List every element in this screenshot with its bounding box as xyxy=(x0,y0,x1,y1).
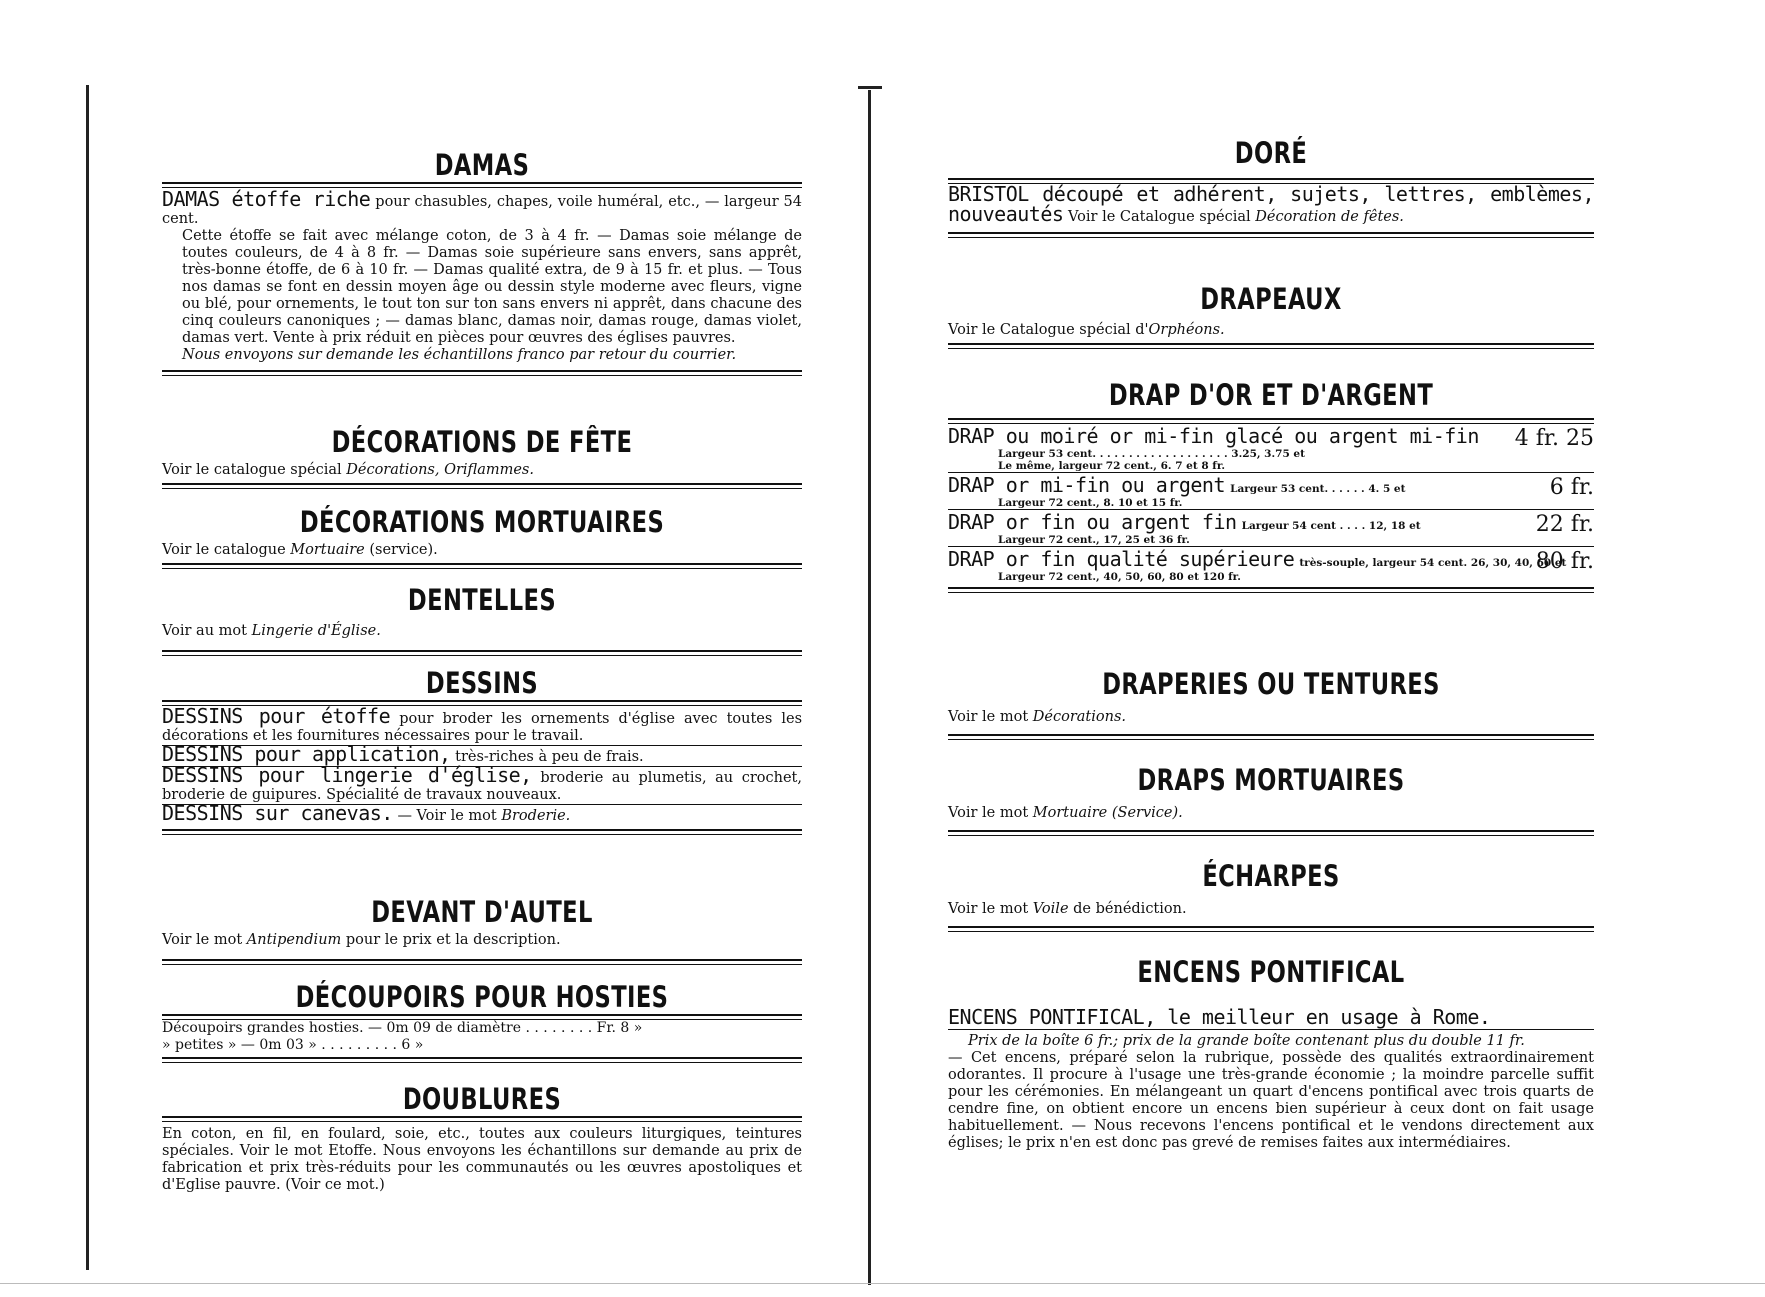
section-end-rule xyxy=(162,829,802,835)
section-title: DRAPEAUX xyxy=(1200,282,1342,316)
item-text: broderie au plumetis, au crochet, broderie de guipures. Spécialité de travaux nouveaux. xyxy=(162,770,802,803)
bottom-edge-rule xyxy=(0,1283,1765,1284)
section-text xyxy=(162,539,802,563)
sub-line: Largeur 53 cent. . . . . . . . . . . . . . . . . . . 3.25, 3.75 et xyxy=(998,448,1305,460)
section-title: DENTELLES xyxy=(407,583,557,617)
lead-term: DRAP or fin qualité supérieure xyxy=(948,547,1295,571)
section-title: DESSINS xyxy=(425,666,539,700)
section-title: DRAP D'OR ET D'ARGENT xyxy=(1108,378,1434,412)
ref-text: Voir le mot xyxy=(948,805,1029,821)
section-decoupoirs xyxy=(162,980,802,1063)
price: 22 fr. xyxy=(1535,512,1594,537)
dessins-item-3 xyxy=(162,763,802,804)
section-end-rule xyxy=(948,343,1594,349)
section-title: DOUBLURES xyxy=(402,1082,562,1116)
section-title: DÉCORATIONS MORTUAIRES xyxy=(299,505,665,539)
lead-term: ENCENS PONTIFICAL, le meilleur en usage à Rome. xyxy=(948,1005,1491,1029)
lead-term: DESSINS pour lingerie d'église, xyxy=(162,763,532,787)
ref-text: Voir le catalogue xyxy=(162,542,286,558)
item-text: très-riches à peu de frais. xyxy=(455,749,644,765)
section-title: ENCENS PONTIFICAL xyxy=(1137,955,1405,989)
lead-term: DESSINS pour étoffe xyxy=(162,704,391,728)
price: 6 fr. xyxy=(1549,475,1594,500)
ref-text: Voir au mot xyxy=(162,623,247,639)
dessins-item-1 xyxy=(162,706,802,745)
section-title: ÉCHARPES xyxy=(1202,859,1340,893)
dore-text xyxy=(948,184,1594,226)
section-decorations-fete xyxy=(162,425,802,489)
item-text: — Voir le mot xyxy=(397,808,497,824)
ref-link: Décoration de fêtes. xyxy=(1255,209,1404,225)
section-end-rule xyxy=(948,587,1594,593)
lead-text: pour chasubles, chapes, voile huméral, etc., — largeur 54 cent. xyxy=(162,194,802,227)
section-text xyxy=(162,617,802,644)
ref-text: Voir le mot xyxy=(162,932,243,948)
section-text xyxy=(162,929,802,953)
center-gutter-cap xyxy=(858,86,882,89)
sub-line: Largeur 72 cent., 17, 25 et 36 fr. xyxy=(998,534,1190,546)
drap-or-item-2 xyxy=(948,473,1594,509)
section-title: DAMAS xyxy=(434,148,530,182)
section-text xyxy=(948,797,1594,826)
section-title: DEVANT D'AUTEL xyxy=(371,895,593,929)
section-end-rule xyxy=(162,1057,802,1063)
section-end-rule xyxy=(948,232,1594,238)
ref-link: Mortuaire xyxy=(290,542,365,558)
ref-text: Voir le catalogue spécial xyxy=(162,462,342,478)
sub-line: Largeur 72 cent., 8. 10 et 15 fr. xyxy=(998,497,1183,509)
sub-line: Largeur 53 cent. . . . . . 4. 5 et xyxy=(1230,483,1406,495)
sub-line: Largeur 72 cent., 40, 50, 60, 80 et 120 fr. xyxy=(998,571,1241,583)
section-dore xyxy=(948,136,1594,238)
left-margin-rule xyxy=(86,85,89,1270)
section-devant-autel xyxy=(162,895,802,965)
ref-text: Voir le Catalogue spécial xyxy=(1068,209,1251,225)
decoupoirs-line-1: Découpoirs grandes hosties. — 0m 09 de diamètre . . . . . . . . Fr. 8 » xyxy=(162,1020,643,1036)
ref-text: Voir le mot xyxy=(948,901,1029,917)
drap-or-item-4 xyxy=(948,547,1594,583)
section-end-rule xyxy=(162,370,802,376)
section-damas xyxy=(162,148,802,376)
encens-lead xyxy=(948,989,1594,1029)
section-echarpes xyxy=(948,859,1594,932)
section-end-rule xyxy=(162,959,802,965)
damas-lead xyxy=(162,187,802,228)
lead-term: DAMAS étoffe riche xyxy=(162,187,371,211)
sub-line: très-souple, largeur 54 cent. 26, 30, 40, 60 et xyxy=(1299,557,1567,569)
ref-link: Mortuaire (Service). xyxy=(1032,805,1183,821)
ref-link: Décorations, Oriflammes. xyxy=(346,462,534,478)
decoupoirs-line-2: » petites » — 0m 03 » . . . . . . . . . 6 » xyxy=(162,1037,424,1053)
section-title: DRAPERIES OU TENTURES xyxy=(1102,667,1440,701)
dessins-item-4 xyxy=(162,801,802,825)
ref-link: Lingerie d'Église. xyxy=(251,623,381,639)
section-text xyxy=(162,459,802,483)
section-end-rule xyxy=(162,483,802,489)
drap-or-item-3 xyxy=(948,510,1594,546)
section-title: DORÉ xyxy=(1234,136,1308,170)
section-doublures xyxy=(162,1082,802,1194)
section-end-rule xyxy=(162,563,802,569)
sub-line: Le même, largeur 72 cent., 6. 7 et 8 fr. xyxy=(998,460,1226,472)
section-title: DÉCORATIONS DE FÊTE xyxy=(331,425,633,459)
lead-term: DESSINS sur canevas. xyxy=(162,801,393,825)
section-dentelles xyxy=(162,583,802,656)
ref-link: Voile xyxy=(1032,901,1069,917)
ref-link: Antipendium xyxy=(246,932,342,948)
section-title: DÉCOUPOIRS POUR HOSTIES xyxy=(295,980,669,1014)
damas-note: Nous envoyons sur demande les échantillons franco par retour du courrier. xyxy=(182,347,737,363)
sub-line: Largeur 54 cent . . . . 12, 18 et xyxy=(1241,520,1421,532)
lead-term: DRAP or mi-fin ou argent xyxy=(948,473,1225,497)
section-end-rule xyxy=(162,650,802,656)
center-gutter-rule xyxy=(868,90,871,1285)
ref-link: Décorations. xyxy=(1032,709,1127,725)
ref-tail: (service). xyxy=(369,542,438,558)
section-end-rule xyxy=(948,830,1594,836)
section-text xyxy=(948,701,1594,730)
section-decorations-mortuaires xyxy=(162,505,802,569)
section-end-rule xyxy=(948,734,1594,740)
ref-link: Broderie. xyxy=(501,808,571,824)
ref-link: Orphéons. xyxy=(1148,322,1225,338)
ref-tail: de bénédiction. xyxy=(1073,901,1187,917)
section-draperies xyxy=(948,667,1594,740)
damas-body: Cette étoffe se fait avec mélange coton, de 3 à 4 fr. — Damas soie mélange de toutes couleurs, de 4 à 8 fr. — Damas soie supérieure sans envers, sans apprêt, très-bonne étoffe, de 6 à 10 fr. — Damas qualité extra, de 9 à 15 fr. et plus. — Tous nos damas se font en dessin moyen âge ou dessin style moderne avec fleurs, vigne ou blé, pour ornements, le tout ton sur ton sans envers ni apprêt, dans chacune des cinq couleurs canoniques ; — damas blanc, damas noir, damas rouge, damas violet, damas vert. Vente à prix réduit en pièces pour œuvres des églises pauvres. xyxy=(182,228,802,346)
section-end-rule xyxy=(948,926,1594,932)
drap-or-item-1 xyxy=(948,424,1594,472)
section-text xyxy=(948,893,1594,922)
lead-term: DESSINS pour application, xyxy=(162,742,451,766)
section-draps-mortuaires xyxy=(948,763,1594,836)
encens-price-line: Prix de la boîte 6 fr.; prix de la grande boîte contenant plus du double 11 fr. xyxy=(968,1033,1525,1049)
ref-tail: pour le prix et la description. xyxy=(345,932,561,948)
section-encens xyxy=(948,955,1594,1152)
section-title: DRAPS MORTUAIRES xyxy=(1137,763,1405,797)
section-drapeaux xyxy=(948,282,1594,349)
lead-term: DRAP ou moiré or mi-fin glacé ou argent mi-fin xyxy=(948,424,1479,448)
encens-body: — Cet encens, préparé selon la rubrique, possède des qualités extraordinairement odorantes. Il procure à l'usage une très-grande économie ; la moindre parcelle suffit pour les cérémonies. En mélangeant un quart d'encens pontifical avec trois quarts de cendre fine, on obtient encore un encens bien supérieur à ceux dont on fait usage habituellement. — Nous recevons l'encens pontifical et le vendons directement aux églises; le prix n'en est donc pas grevé de remises faites aux intermédiaires. xyxy=(948,1050,1594,1151)
lead-term: DRAP or fin ou argent fin xyxy=(948,510,1237,534)
section-dessins xyxy=(162,666,802,835)
price: 80 fr. xyxy=(1535,549,1594,574)
lead-term: BRISTOL découpé et adhérent, sujets, lettres, emblèmes, nouveautés xyxy=(948,182,1594,226)
price: 4 fr. 25 xyxy=(1514,426,1594,451)
item-text: pour broder les ornements d'église avec toutes les décorations et les fournitures nécessaires pour le travail. xyxy=(162,711,803,744)
doublures-text: En coton, en fil, en foulard, soie, etc., toutes aux couleurs liturgiques, teintures spéciales. Voir le mot Etoffe. Nous envoyons les échantillons sur demande au prix de fabrication et prix très-réduits pour les communautés ou les œuvres apostoliques et d'Eglise pauvre. (Voir ce mot.) xyxy=(162,1126,802,1193)
section-text xyxy=(948,316,1594,343)
ref-text: Voir le mot xyxy=(948,709,1029,725)
section-drap-or xyxy=(948,378,1594,593)
ref-text: Voir le Catalogue spécial d' xyxy=(948,322,1149,338)
